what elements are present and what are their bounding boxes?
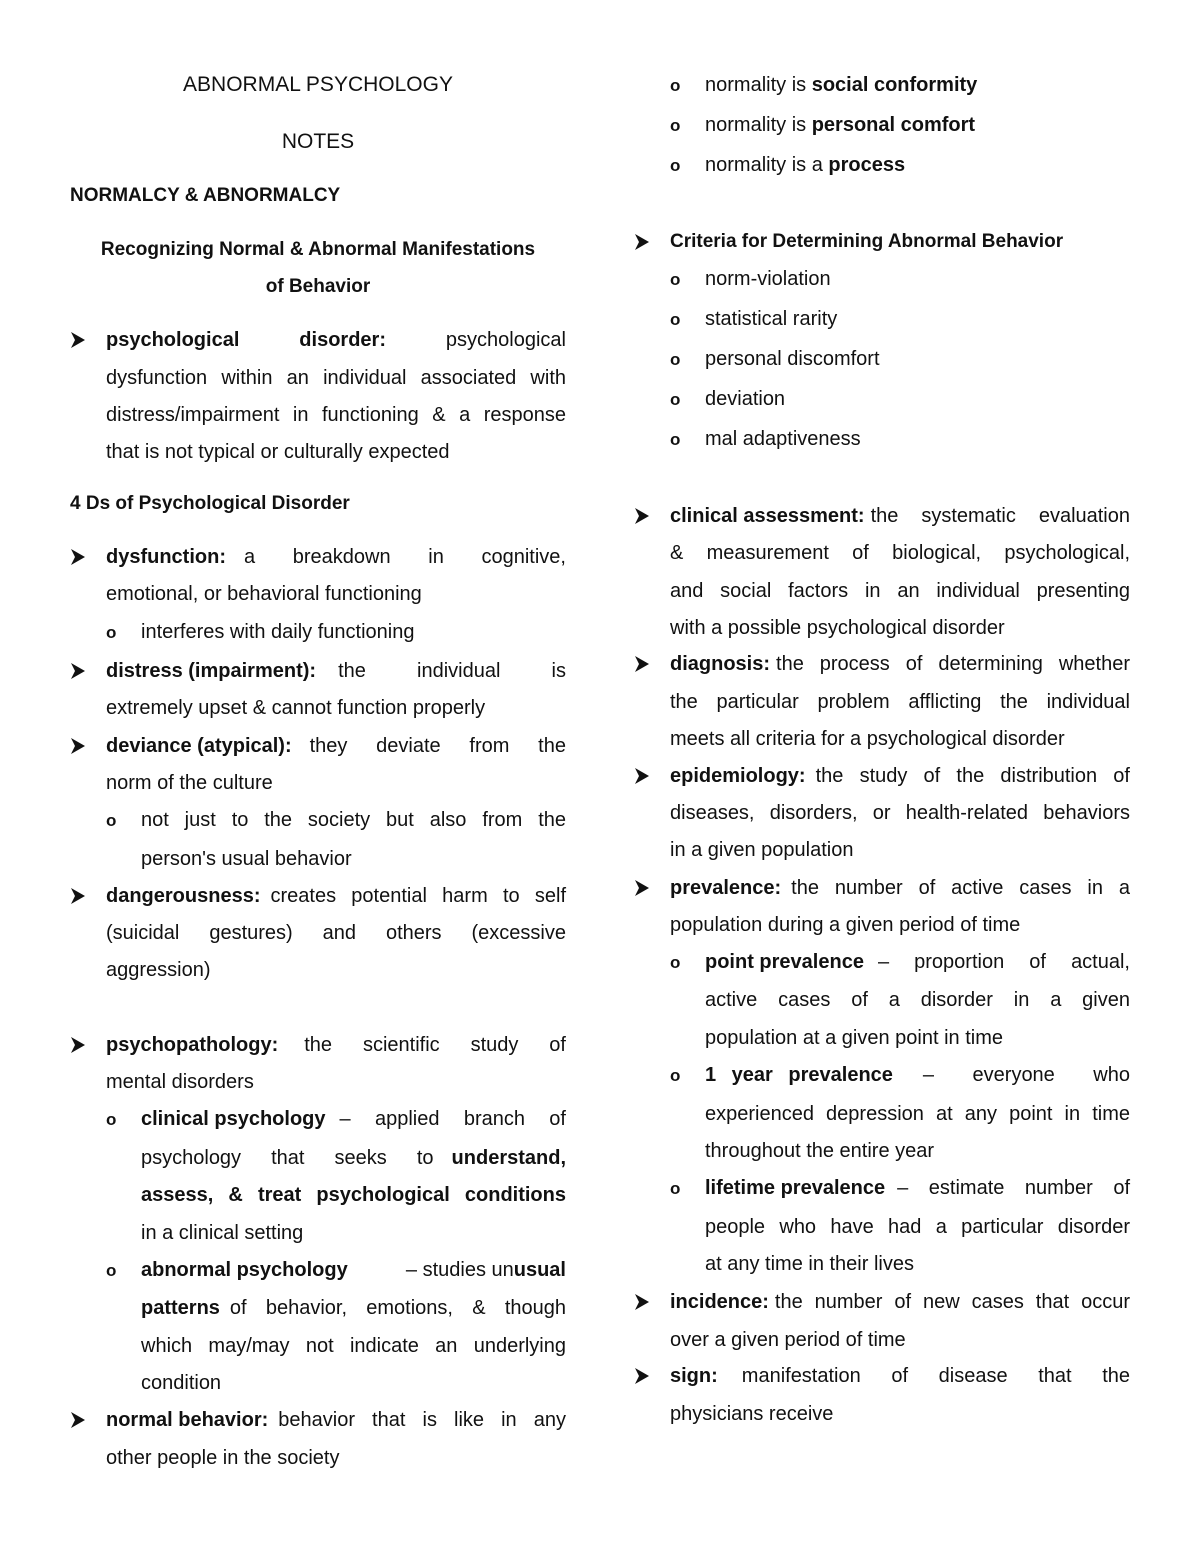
definition-line: norm of the culture (106, 772, 273, 794)
definition-line: throughout the entire year (705, 1140, 935, 1162)
sub-bullet-text: not just to the society but also from the (141, 809, 566, 831)
arrow-bullet-icon (634, 879, 650, 897)
arrow-bullet-icon (634, 1293, 650, 1311)
subheading-recognizing-line2: of Behavior (265, 276, 371, 297)
term-label: diagnosis: (670, 653, 771, 675)
term-diagnosis (670, 652, 1130, 676)
definition-line: & measurement of biological, psychological, (670, 542, 1130, 564)
sub-bullet-icon: o (670, 430, 681, 449)
definition-line: population during a given period of time (670, 914, 1021, 936)
arrow-bullet-icon (634, 1367, 650, 1385)
term-label: 1 year prevalence (705, 1064, 893, 1086)
normality-item (705, 73, 977, 97)
term-label: point prevalence (705, 951, 864, 973)
normality-emphasis: personal comfort (811, 114, 976, 136)
term-label: distress (impairment): (106, 660, 317, 682)
term-label: clinical assessment: (670, 505, 865, 527)
definition-line: physicians receive (670, 1403, 834, 1425)
definition-line: the particular problem afflicting the individual (670, 691, 1130, 713)
definition-text: of behavior, emotions, & though (229, 1297, 566, 1319)
definition-line: in a given population (670, 839, 854, 861)
sub-point-prevalence (705, 950, 1130, 974)
definition-text: – everyone who (922, 1064, 1130, 1086)
normality-emphasis: social conformity (811, 74, 978, 96)
arrow-bullet-icon (70, 662, 86, 680)
emphasis-text: patterns (141, 1297, 220, 1319)
arrow-bullet-icon (70, 737, 86, 755)
document-title: ABNORMAL PSYCHOLOGY (183, 73, 453, 96)
definition-line: diseases, disorders, or health-related behaviors (670, 802, 1130, 824)
term-sign (670, 1364, 1130, 1388)
definition-text: psychological (445, 329, 566, 351)
definition-text: the number of new cases that occur (774, 1291, 1130, 1313)
criteria-item: norm-violation (705, 268, 831, 290)
term-psychological-disorder (106, 328, 566, 352)
term-label: incidence: (670, 1291, 769, 1313)
term-label: abnormal psychology (141, 1259, 348, 1281)
criteria-heading: Criteria for Determining Abnormal Behavior (670, 231, 1064, 252)
criteria-item: deviation (705, 388, 786, 410)
term-label: sign: (670, 1365, 718, 1387)
arrow-bullet-icon (634, 655, 650, 673)
subheading-recognizing-line1: Recognizing Normal & Abnormal Manifestations (100, 239, 536, 260)
term-dangerousness (106, 884, 566, 908)
sub-bullet-icon: o (670, 76, 681, 95)
emphasis-text: usual (513, 1259, 566, 1281)
sub-bullet-icon: o (670, 156, 681, 175)
definition-text: the number of active cases in a (791, 877, 1130, 899)
arrow-bullet-icon (70, 548, 86, 566)
definition-line: active cases of a disorder in a given (705, 989, 1130, 1011)
definition-text: the systematic evaluation (870, 505, 1130, 527)
sub-bullet-icon: o (670, 116, 681, 135)
arrow-bullet-icon (70, 887, 86, 905)
definition-line: condition (141, 1372, 222, 1394)
sub-bullet-icon: o (670, 390, 681, 409)
definition-line (141, 1296, 566, 1320)
definition-text: manifestation of disease that the (741, 1365, 1130, 1387)
document-subtitle: NOTES (281, 130, 355, 153)
term-label: deviance (atypical): (106, 735, 292, 757)
term-label: clinical psychology (141, 1108, 326, 1130)
term-distress (106, 659, 566, 683)
definition-text: – estimate number of (897, 1177, 1130, 1199)
definition-line: at any time in their lives (705, 1253, 914, 1275)
sub-bullet-icon: o (670, 1179, 681, 1198)
definition-line: people who have had a particular disorder (705, 1216, 1130, 1238)
criteria-item: mal adaptiveness (705, 428, 861, 450)
term-normal-behavior (106, 1408, 566, 1432)
section-heading-normalcy: NORMALCY & ABNORMALCY (70, 185, 341, 206)
sub-abnormal-psychology (141, 1258, 566, 1282)
sub-bullet-icon: o (106, 1110, 117, 1129)
term-clinical-assessment (670, 504, 1130, 528)
definition-line: that is not typical or culturally expected (106, 441, 450, 463)
definition-line: extremely upset & cannot function properly (106, 697, 486, 719)
term-incidence (670, 1290, 1130, 1314)
definition-line: emotional, or behavioral functioning (106, 583, 422, 605)
definition-line: aggression) (106, 959, 211, 981)
section-heading-four-ds: 4 Ds of Psychological Disorder (70, 493, 350, 514)
definition-text: the process of determining whether (776, 653, 1130, 675)
sub-bullet-icon: o (106, 623, 117, 642)
emphasis-line: assess, & treat psychological conditions (141, 1184, 566, 1206)
term-deviance (106, 734, 566, 758)
definition-line: in a clinical setting (141, 1222, 304, 1244)
definition-text: – applied branch of (339, 1108, 566, 1130)
definition-line: population at a given point in time (705, 1027, 1003, 1049)
sub-lifetime-prevalence (705, 1176, 1130, 1200)
definition-line: which may/may not indicate an underlying (141, 1335, 566, 1357)
definition-text: the scientific study of (304, 1034, 566, 1056)
definition-text (362, 1258, 566, 1282)
arrow-bullet-icon (70, 1411, 86, 1429)
definition-line: other people in the society (106, 1447, 340, 1469)
term-label: dangerousness: (106, 885, 261, 907)
definition-line: mental disorders (106, 1071, 254, 1093)
arrow-bullet-icon (634, 767, 650, 785)
arrow-bullet-icon (634, 233, 650, 251)
term-psychopathology (106, 1033, 566, 1057)
definition-text-part: – studies un (405, 1259, 514, 1281)
normality-item (705, 113, 975, 137)
definition-line (141, 1146, 566, 1170)
criteria-item: personal discomfort (705, 348, 880, 370)
term-label: prevalence: (670, 877, 782, 899)
definition-line: over a given period of time (670, 1329, 906, 1351)
definition-line: dysfunction within an individual associated with (106, 367, 566, 389)
arrow-bullet-icon (70, 331, 86, 349)
sub-bullet-icon: o (670, 310, 681, 329)
normality-item (705, 153, 905, 177)
sub-bullet-icon: o (106, 811, 117, 830)
definition-line: (suicidal gestures) and others (excessive (106, 922, 566, 944)
definition-line: and social factors in an individual presenting (670, 580, 1130, 602)
definition-line: with a possible psychological disorder (670, 617, 1005, 639)
term-epidemiology (670, 764, 1130, 788)
definition-text: behavior that is like in any (278, 1409, 566, 1431)
term-label: normal behavior: (106, 1409, 269, 1431)
arrow-bullet-icon (634, 507, 650, 525)
definition-text: the individual is (338, 660, 566, 682)
term-label: psychopathology: (106, 1034, 279, 1056)
definition-text: the study of the distribution of (815, 765, 1130, 787)
sub-bullet-text: interferes with daily functioning (141, 621, 415, 643)
term-label: dysfunction: (106, 546, 226, 568)
definition-text: psychology that seeks to (141, 1147, 434, 1169)
normality-text: normality is (705, 114, 812, 136)
sub-bullet-icon: o (670, 953, 681, 972)
sub-bullet-icon: o (670, 270, 681, 289)
definition-text: – proportion of actual, (877, 951, 1130, 973)
normality-text: normality is (705, 74, 812, 96)
emphasis-text: understand, (451, 1147, 566, 1169)
term-dysfunction (106, 545, 566, 569)
definition-line: experienced depression at any point in time (705, 1103, 1130, 1125)
arrow-bullet-icon (70, 1036, 86, 1054)
term-label-part1: psychological (106, 329, 240, 351)
sub-bullet-icon: o (670, 350, 681, 369)
definition-line: meets all criteria for a psychological disorder (670, 728, 1065, 750)
criteria-item: statistical rarity (705, 308, 838, 330)
term-label: lifetime prevalence (705, 1177, 886, 1199)
sub-bullet-icon: o (106, 1261, 117, 1280)
definition-line: distress/impairment in functioning & a response (106, 404, 566, 426)
sub-bullet-icon: o (670, 1066, 681, 1085)
sub-one-year-prevalence (705, 1063, 1130, 1087)
term-label: epidemiology: (670, 765, 806, 787)
sub-bullet-text: person's usual behavior (141, 848, 352, 870)
term-prevalence (670, 876, 1130, 900)
sub-clinical-psychology (141, 1107, 566, 1131)
term-label-part2: disorder: (299, 329, 386, 351)
definition-text: a breakdown in cognitive, (244, 546, 566, 568)
normality-emphasis: process (828, 154, 906, 176)
definition-text: creates potential harm to self (270, 885, 566, 907)
normality-text: normality is a (705, 154, 829, 176)
definition-text: they deviate from the (309, 735, 566, 757)
